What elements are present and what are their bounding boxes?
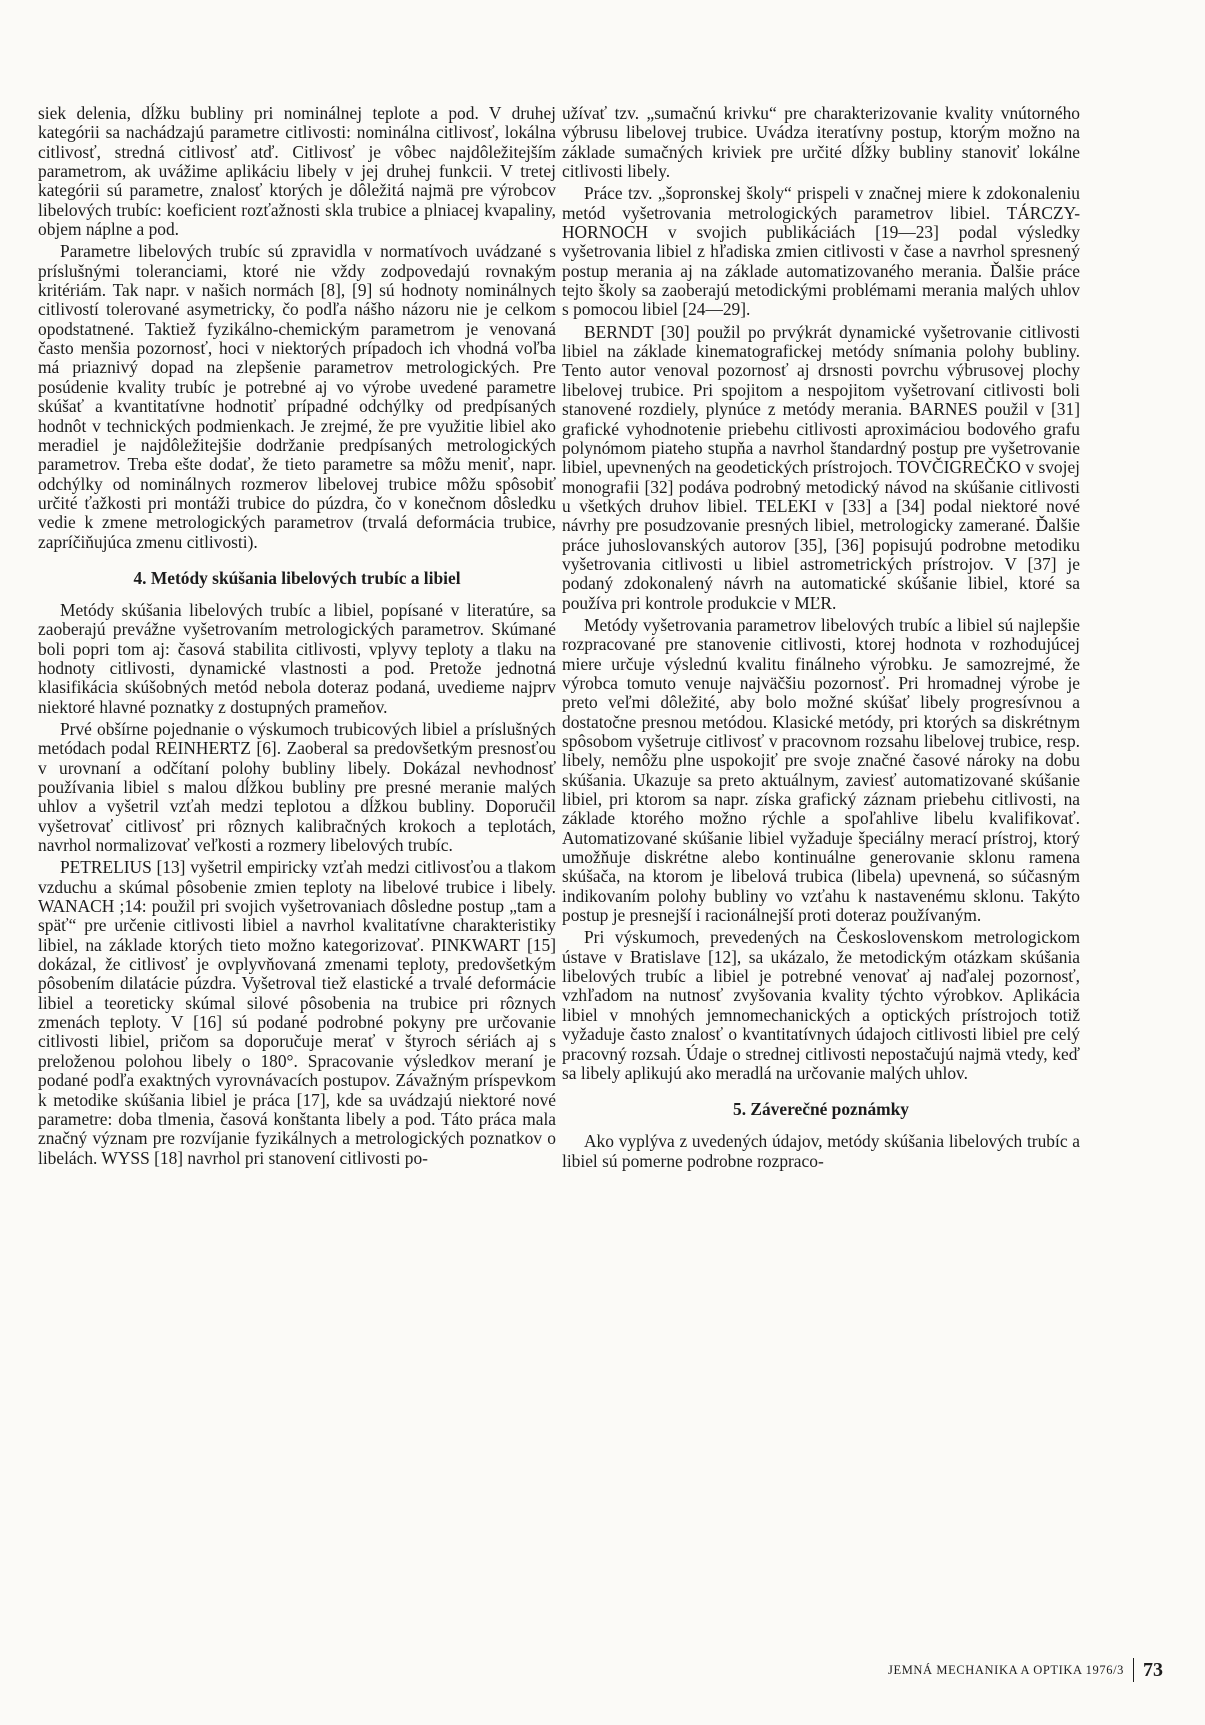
paragraph: PETRELIUS [13] vyšetril empiricky vzťah medzi citlivosťou a tlakom vzduchu a skúmal pôsobenie zmien teploty na libelové trubice i libely. WANACH ;14: použil pri svojich vyšetrovaniach dôsledne postup „tam a späť“ pre určenie citlivosti libiel a navrhol kvalitatívne charakteristiky libiel, na základe ktorých tieto možno kategorizovať. PINKWART [15] dokázal, že citlivosť je ovplyvňovaná zmenami teploty, predovšetkým pôsobením dilatácie púzdra. Vyšetroval tiež elastické a trvalé deformácie libiel a teoreticky skúmal silové pôsobenia na trubice pri rôznych zmenách teploty. V [16] sú podané podrobné pokyny pre určovanie citlivosti libiel, pričom sa doporučuje merať v štyroch sériách aj s preloženou polohou libely o 180°. Spracovanie výsledkov meraní je podané podľa exaktných vyrovnávacích postupov. Závažným príspevkom k metodike skúšania libiel je práca [17], kde sa uvádzajú niektoré nové parametre: doba tlmenia, časová konštanta libely a pod. Táto práca mala značný význam pre rozvíjanie fyzikálnych a metrologických poznatkov o libelách. WYSS [18] navrhol pri stanovení citlivosti po- — [38, 857, 556, 1168]
paragraph: Metódy vyšetrovania parametrov libelových trubíc a libiel sú najlepšie rozpracované pre stanovenie citlivosti, ktorej hodnota v rozhodujúcej miere určuje výslednú kvalitu finálneho výrobku. Je samozrejmé, že výrobca tomuto venuje najväčšiu pozornosť. Pri hromadnej výrobe je preto veľmi dôležité, aby bolo možné skúšať libely progresívnou a dostatočne presnou metódou. Klasické metódy, pri ktorých sa diskrétnym spôsobom vyšetruje citlivosť v pracovnom rozsahu libelovej trubice, resp. libely, nemôžu plne uspokojiť pre svoje značné časové nároky na dobu skúšania. Ukazuje sa preto aktuálnym, zaviesť automatizované skúšanie libiel, pri ktorom sa napr. získa grafický záznam priebehu citlivosti, na základe ktorého možno rýchle a spoľahlive libelu kvalifikovať. Automatizované skúšanie libiel vyžaduje špeciálny merací prístroj, ktorý umožňuje diskrétne alebo kontinuálne generovanie sklonu ramena skúšača, na ktorom je libelová trubica (libela) upevnená, so súčasným indikovaním polohy bubliny vo vzťahu k nastavenému sklonu. Takýto postup je presnejší i racionálnejší proti doteraz používaným. — [562, 614, 1080, 926]
section-heading: 5. Záverečné poznámky — [733, 1099, 909, 1120]
paragraph: Pri výskumoch, prevedených na Československom metrologickom ústave v Bratislave [12], sa ukázalo, že metodickým otázkam skúšania libelových trubíc a libiel je potrebné venovať aj naďalej pozornosť, vzhľadom na nutnosť zvyšovania kvality týchto výrobkov. Aplikácia libiel v mnohých jemnomechanických a optických prístrojoch totiž vyžaduje často znalosť o kvantitatívnych údajoch citlivosti libiel pre celý pracovný rozsah. Údaje o strednej citlivosti nepostačujú najmä vtedy, keď sa libely aplikujú ako meradlá na určovanie malých uhlov. — [562, 927, 1080, 1083]
page-footer — [888, 1658, 1163, 1682]
section-heading: 4. Metódy skúšania libelových trubíc a libiel — [133, 567, 461, 588]
paragraph: BERNDT [30] použil po prvýkrát dynamické vyšetrovanie citlivosti libiel na základe kinematografickej metódy snímania polohy bubliny. Tento autor venoval pozornosť aj drsnosti povrchu výbrusovej plochy libelovej trubice. Pri spojitom a nespojitom vyšetrovaní citlivosti boli stanovené rozdiely, plynúce z metódy merania. BARNES použil v [31] grafické vyhodnotenie priebehu citlivosti aproximáciou bodového grafu polynómom piateho stupňa a navrhol štandardný postup pre vyšetrovanie libiel, upevnených na geodetických prístrojoch. TOVČIGREČKO v svojej monografii [32] podáva podrobný metodický návod na skúšanie citlivosti u všetkých druhov libiel. TELEKI v [33] a [34] podal niektoré nové návrhy pre posudzovanie presných libiel, metrologicky zamerané. Ďalšie práce juhoslovanských autorov [35], [36] popisujú podrobne metodiku vyšetrovania citlivosti u libiel astrometrických prístrojov. V [37] je podaný zdokonalený návrh na automatické skúšanie libiel, ktoré sa používa pri kontrole produkcie v MĽR. — [562, 321, 1080, 613]
page-number: 73 — [1143, 1659, 1163, 1681]
journal-title: JEMNÁ MECHANIKA A OPTIKA 1976/3 — [888, 1658, 1134, 1682]
paragraph: Metódy skúšania libelových trubíc a libiel, popísané v literatúre, sa zaoberajú prevážne vyšetrovaním metrologických parametrov. Skúmané boli popri tom aj: časová stabilita citlivosti, vplyvy teploty a tlaku na hodnoty citlivosti, dynamické vlastnosti a pod. Pretože jednotná klasifikácia skúšobných metód nebola doteraz podaná, uvedieme najprv niektoré hlavné poznatky z dostupných prameňov. — [38, 599, 556, 717]
right-column — [562, 104, 1080, 1171]
paragraph: siek delenia, dĺžku bubliny pri nominálnej teplote a pod. V druhej kategórii sa nachádzajú parametre citlivosti: nominálna citlivosť, lokálna citlivosť, stredná citlivosť atď. Citlivosť je vôbec najdôležitejším parametrom, ak uvážime aplikáciu libely v jej druhej funkcii. V tretej kategórii sú parametre, znalosť ktorých je dôležitá najmä pre výrobcov libelových trubíc: koeficient rozťažnosti skla trubice a plniacej kvapaliny, objem náplne a pod. — [38, 103, 556, 240]
paragraph: užívať tzv. „sumačnú krivku“ pre charakterizovanie kvality vnútorného výbrusu libelovej trubice. Uvádza iteratívny postup, ktorým možno na základe sumačných kriviek pre určité dĺžky bubliny stanoviť lokálne citlivosti libely. — [562, 103, 1080, 182]
paragraph: Ako vyplýva z uvedených údajov, metódy skúšania libelových trubíc a libiel sú pomerne podrobne rozpraco- — [562, 1131, 1080, 1171]
paragraph: Práce tzv. „šopronskej školy“ prispeli v značnej miere k zdokonaleniu metód vyšetrovania metrologických parametrov libiel. TÁRCZY-HORNOCH v svojich publikáciách [19—23] podal výsledky vyšetrovania libiel z hľadiska zmien citlivosti v čase a navrhol spresnený postup merania aj na základe automatizovaného merania. Ďalšie práce tejto školy sa zaoberajú metodickými problémami merania malých uhlov s pomocou libiel [24—29]. — [562, 183, 1080, 320]
left-column — [38, 104, 556, 1168]
paragraph: Parametre libelových trubíc sú zpravidla v normatívoch uvádzané s príslušnými toleranciami, ktoré nie vždy zodpovedajú rovnakým kritériám. Tak napr. v našich normách [8], [9] sú hodnoty nominálnych citlivostí tolerované asymetricky, čo podľa nášho názoru nie je celkom opodstatnené. Taktiež fyzikálno-chemickým parametrom je venovaná často menšia pozornosť, hoci v niektorých prípadoch ich vhodná voľba má priaznivý dopad na zlepšenie parametrov metrologických. Pre posúdenie kvality trubíc je potrebné aj vo výrobe uvedené parametre skúšať a kvantitatívne hodnotiť prípadné odchýlky od predpísaných hodnôt v technických podmienkach. Je zrejmé, že pre využitie libiel ako meradiel je najdôležitejšie dodržanie predpísaných metrologických parametrov. Treba ešte dodať, že tieto parametre sa môžu meniť, napr. odchýlky od nominálnych rozmerov libelovej trubice môžu spôsobiť určité ťažkosti pri montáži trubice do púzdra, čo v konečnom dôsledku vedie k zmene metrologických parametrov (trvalá deformácia trubice, zapríčiňujúca zmenu citlivosti). — [38, 241, 556, 552]
paragraph: Prvé obšírne pojednanie o výskumoch trubicových libiel a príslušných metódach podal REINHERTZ [6]. Zaoberal sa predovšetkým presnosťou v urovnaní a odčítaní polohy bubliny libely. Dokázal nevhodnosť používania libiel s malou dĺžkou bubliny pre presné meranie malých uhlov a vyšetril vzťah medzi teplotou a dĺžkou bubliny. Doporučil vyšetrovať citlivosť pri rôznych kalibračných krokoch a teplotách, navrhol normalizovať veľkosti a rozmery libelových trubíc. — [38, 718, 556, 856]
